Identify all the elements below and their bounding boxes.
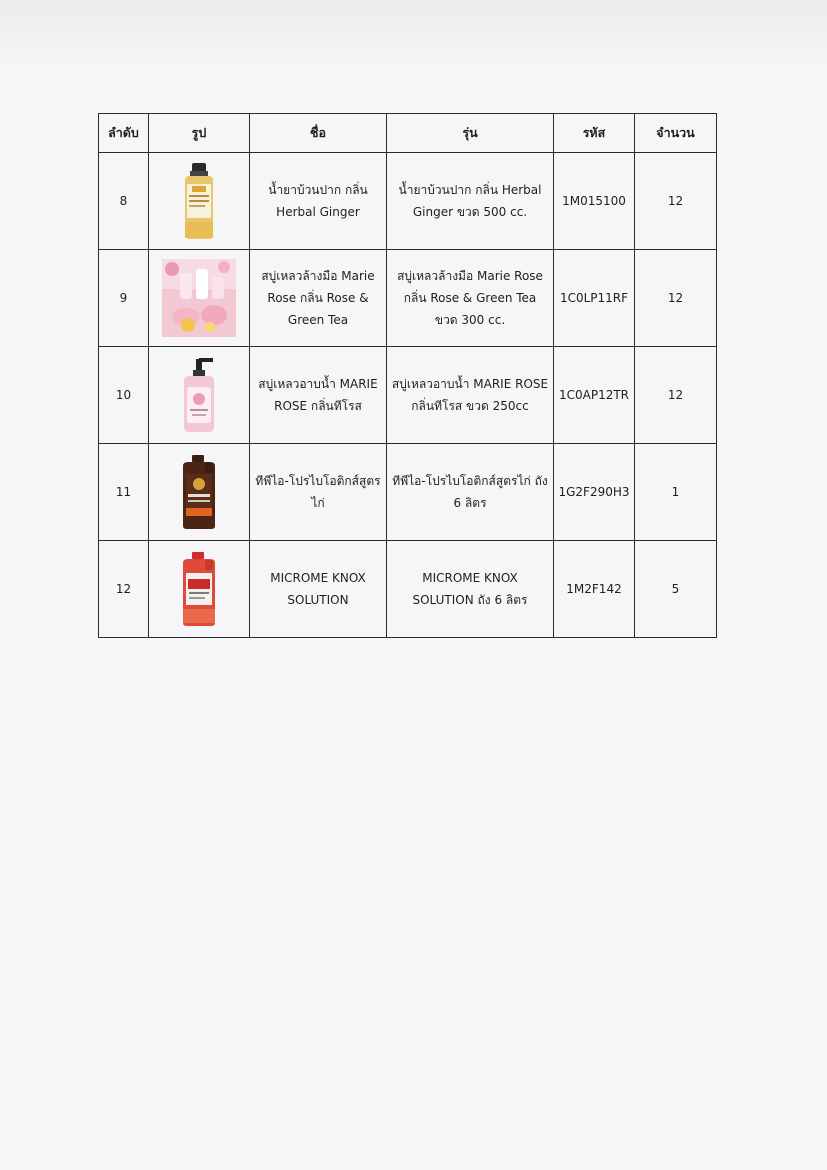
table-row [99,347,717,444]
row-name: สบู่เหลวล้างมือ Marie Rose กลิ่น Rose & Green Tea [250,250,387,347]
row-quantity: 1 [635,444,717,541]
handwash-product-set-icon [162,259,236,337]
header-order: ลำดับ [99,114,149,153]
row-model: MICROME KNOX SOLUTION ถัง 6 ลิตร [387,541,554,638]
row-model: ทีพีไอ-โปรไบโอติกส์สูตรไก่ ถัง 6 ลิตร [387,444,554,541]
pump-soap-bottle-icon [179,357,219,433]
row-order: 10 [99,347,149,444]
row-name: MICROME KNOX SOLUTION [250,541,387,638]
row-order: 11 [99,444,149,541]
solution-gallon-icon [178,551,220,627]
row-model: น้ำยาบ้วนปาก กลิ่น Herbal Ginger ขวด 500 cc. [387,153,554,250]
row-name: สบู่เหลวอาบน้ำ MARIE ROSE กลิ่นทีโรส [250,347,387,444]
header-image: รูป [149,114,250,153]
row-image [149,444,250,541]
header-name: ชื่อ [250,114,387,153]
table-row [99,250,717,347]
row-name: ทีพีไอ-โปรไบโอติกส์สูตรไก่ [250,444,387,541]
row-order: 9 [99,250,149,347]
header-quantity: จำนวน [635,114,717,153]
row-image [149,541,250,638]
row-code: 1C0AP12TR [554,347,635,444]
row-code: 1M015100 [554,153,635,250]
row-quantity: 12 [635,347,717,444]
row-image [149,250,250,347]
mouthwash-bottle-icon [179,162,219,240]
product-table [98,113,717,638]
table-row [99,541,717,638]
table-row [99,153,717,250]
probiotic-gallon-icon [177,454,221,530]
row-code: 1M2F142 [554,541,635,638]
row-quantity: 12 [635,250,717,347]
row-image [149,347,250,444]
header-code: รหัส [554,114,635,153]
row-model: สบู่เหลวล้างมือ Marie Rose กลิ่น Rose & Green Tea ขวด 300 cc. [387,250,554,347]
row-code: 1G2F290H3 [554,444,635,541]
row-name: น้ำยาบ้วนปาก กลิ่น Herbal Ginger [250,153,387,250]
row-quantity: 5 [635,541,717,638]
header-model: รุ่น [387,114,554,153]
row-quantity: 12 [635,153,717,250]
row-image [149,153,250,250]
table-header-row [99,114,717,153]
row-order: 8 [99,153,149,250]
table-row [99,444,717,541]
row-order: 12 [99,541,149,638]
row-model: สบู่เหลวอาบน้ำ MARIE ROSE กลิ่นทีโรส ขวด 250cc [387,347,554,444]
row-code: 1C0LP11RF [554,250,635,347]
